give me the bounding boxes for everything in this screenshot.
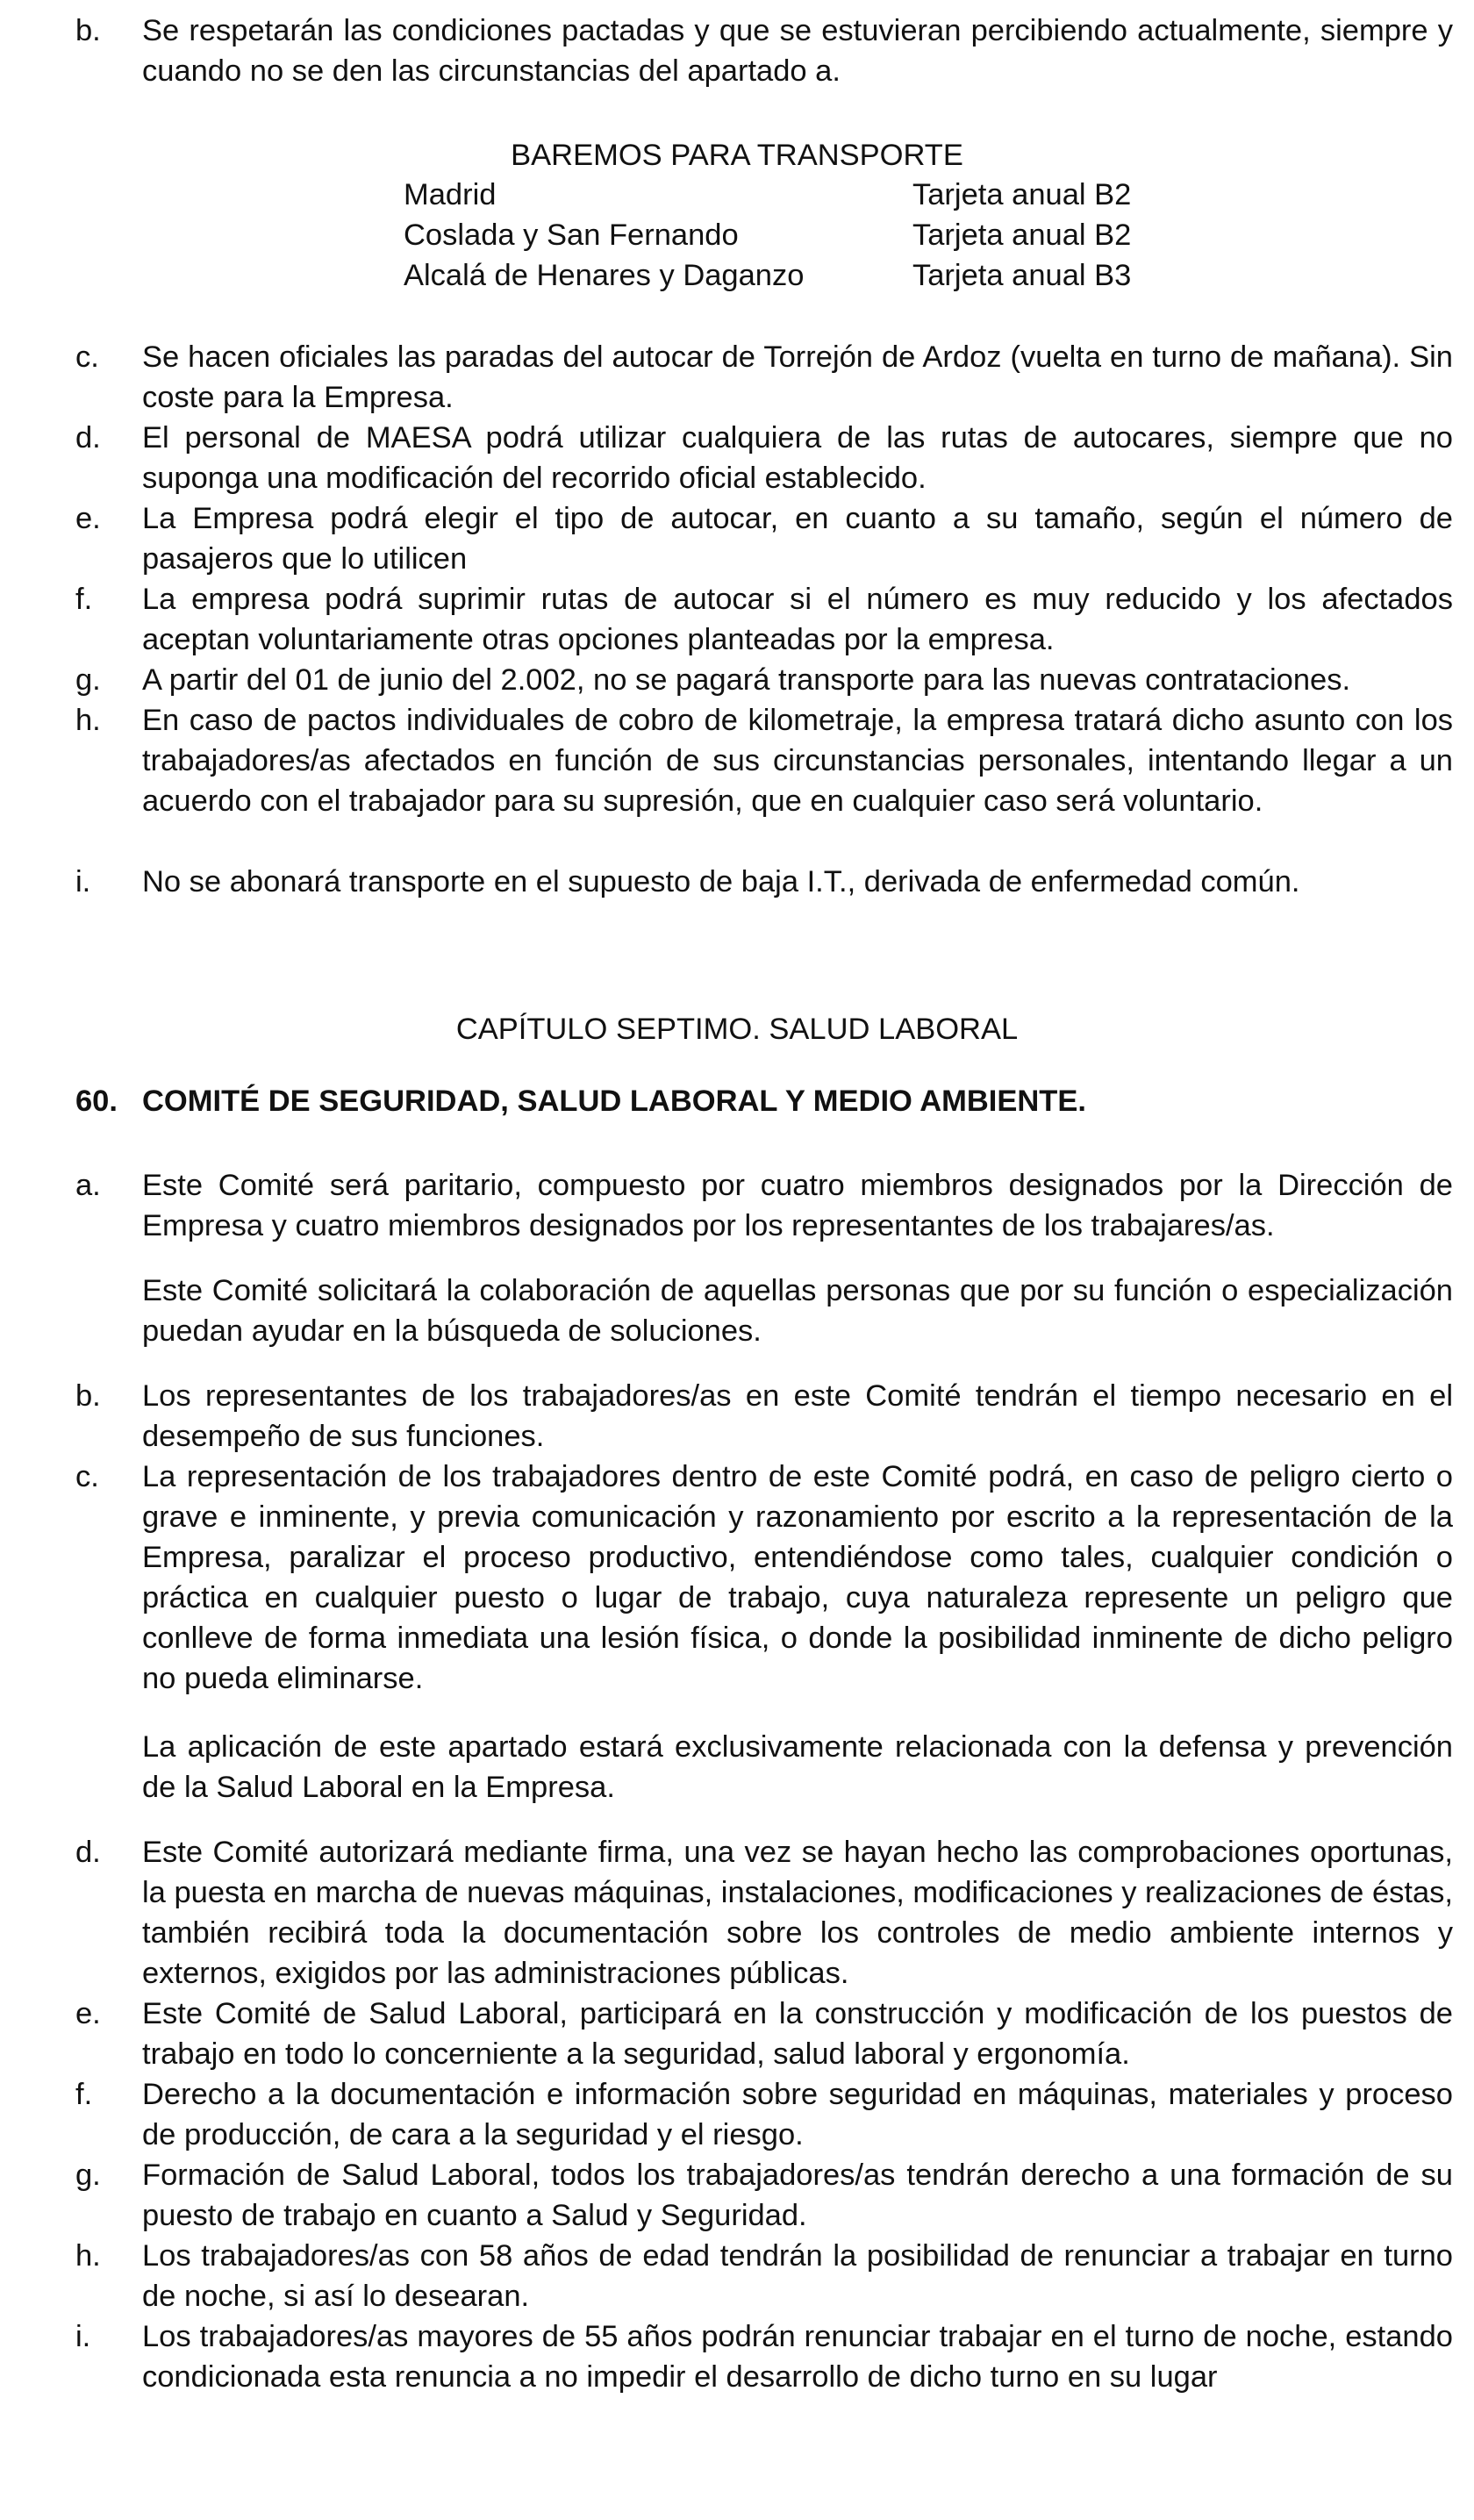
list-item	[75, 1165, 1453, 1246]
baremos-row	[404, 175, 1193, 215]
list-item-label: i.	[75, 2320, 91, 2353]
list-item-label: c.	[75, 1460, 99, 1493]
list-item	[75, 498, 1453, 579]
list-item-label: e.	[75, 1997, 101, 2030]
paragraph: Este Comité solicitará la colaboración de aquellas personas que por su función o especialización puedan ayudar en la búsqueda de soluciones.	[142, 1274, 1453, 1348]
baremos-title: BAREMOS PARA TRANSPORTE	[511, 139, 963, 172]
list-item-text: A partir del 01 de junio del 2.002, no se pagará transporte para las nuevas contrataciones.	[142, 663, 1351, 697]
baremos-row	[404, 215, 1193, 255]
section-heading	[75, 1081, 1453, 1121]
list-item-label: g.	[75, 2158, 101, 2192]
list-item-label: d.	[75, 1836, 101, 1869]
list-item	[75, 2316, 1453, 2397]
list-item	[75, 660, 1453, 700]
list-item-text: Los representantes de los trabajadores/as en este Comité tendrán el tiempo necesario en el desempeño de sus funciones.	[142, 1379, 1453, 1453]
list-item-text: Se hacen oficiales las paradas del autocar de Torrejón de Ardoz (vuelta en turno de mañana). Sin coste para la Empresa.	[142, 340, 1453, 414]
baremos-card: Tarjeta anual B2	[912, 218, 1132, 252]
list-item	[75, 1376, 1453, 1457]
list-item	[75, 2236, 1453, 2316]
list-item	[75, 1832, 1453, 1994]
list-item-label: b.	[75, 1379, 101, 1413]
list-item-text: En caso de pactos individuales de cobro de kilometraje, la empresa tratará dicho asunto con los trabajadores/as afectados en función de sus circunstancias personales, intentando llegar a un acuerdo con el trabajador para su supresión, que en cualquier caso será voluntario.	[142, 704, 1453, 818]
paragraph: La aplicación de este apartado estará exclusivamente relacionada con la defensa y prevención de la Salud Laboral en la Empresa.	[142, 1730, 1453, 1804]
list-item	[75, 579, 1453, 660]
chapter-title: CAPÍTULO SEPTIMO. SALUD LABORAL	[455, 1013, 1019, 1046]
list-item	[75, 1457, 1453, 1699]
list-item-text: Formación de Salud Laboral, todos los trabajadores/as tendrán derecho a una formación de su puesto de trabajo en cuanto a Salud y Seguridad.	[142, 2158, 1453, 2232]
list-item-label: e.	[75, 502, 101, 535]
list-item-text: La representación de los trabajadores dentro de este Comité podrá, en caso de peligro cierto o grave e inminente, y previa comunicación y razonamiento por escrito a la representación de la Empresa, paralizar el proceso productivo, entendiéndose como tales, cualquier condición o práctica en cualquier puesto o lugar de trabajo, cuya naturaleza represente un peligro que conlleve de forma inmediata una lesión física, o donde la posibilidad inminente de dicho peligro no pueda eliminarse.	[142, 1460, 1453, 1695]
list-item	[75, 2074, 1453, 2155]
section-number: 60.	[75, 1085, 118, 1118]
list-item-label: d.	[75, 421, 101, 455]
list-item-label: c.	[75, 340, 99, 374]
list-item-label: f.	[75, 2078, 93, 2111]
list-item-text: No se abonará transporte en el supuesto de baja I.T., derivada de enfermedad común.	[142, 865, 1300, 898]
baremos-card: Tarjeta anual B3	[912, 259, 1132, 292]
list-item	[75, 418, 1453, 498]
list-item	[75, 337, 1453, 418]
list-item-text: Los trabajadores/as mayores de 55 años podrán renunciar trabajar en el turno de noche, estando condicionada esta renuncia a no impedir el desarrollo de dicho turno en su lugar	[142, 2320, 1453, 2394]
section-title: COMITÉ DE SEGURIDAD, SALUD LABORAL Y MEDIO AMBIENTE.	[142, 1085, 1086, 1118]
baremos-city: Coslada y San Fernando	[404, 218, 739, 252]
list-item	[75, 862, 1453, 902]
list-item-text: Este Comité será paritario, compuesto por cuatro miembros designados por la Dirección de Empresa y cuatro miembros designados por los representantes de los trabajares/as.	[142, 1169, 1453, 1242]
list-item-text: La Empresa podrá elegir el tipo de autocar, en cuanto a su tamaño, según el número de pasajeros que lo utilicen	[142, 502, 1453, 576]
list-item-label: h.	[75, 2239, 101, 2273]
list-item-label: b.	[75, 14, 101, 47]
baremos-row	[404, 255, 1193, 296]
list-item-label: h.	[75, 704, 101, 737]
list-item-text: Este Comité autorizará mediante firma, una vez se hayan hecho las comprobaciones oportunas, la puesta en marcha de nuevas máquinas, instalaciones, modificaciones y realizaciones de éstas, también recibirá toda la documentación sobre los controles de medio ambiente internos y externos, exigidos por las administraciones públicas.	[142, 1836, 1453, 1990]
list-item	[75, 11, 1453, 91]
list-item-text: Derecho a la documentación e información sobre seguridad en máquinas, materiales y proceso de producción, de cara a la seguridad y el riesgo.	[142, 2078, 1453, 2151]
list-item-label: a.	[75, 1169, 101, 1202]
baremos-city: Madrid	[404, 178, 497, 211]
list-item-text: Este Comité de Salud Laboral, participará en la construcción y modificación de los puestos de trabajo en todo lo concerniente a la seguridad, salud laboral y ergonomía.	[142, 1997, 1453, 2071]
list-item-text: Los trabajadores/as con 58 años de edad tendrán la posibilidad de renunciar a trabajar en turno de noche, si así lo desearan.	[142, 2239, 1453, 2313]
list-item	[75, 1994, 1453, 2074]
list-item-label: g.	[75, 663, 101, 697]
baremos-city: Alcalá de Henares y Daganzo	[404, 259, 805, 292]
list-item	[75, 2155, 1453, 2236]
list-item-text: Se respetarán las condiciones pactadas y que se estuvieran percibiendo actualmente, siempre y cuando no se den las circunstancias del apartado a.	[142, 14, 1453, 88]
list-item-text: La empresa podrá suprimir rutas de autocar si el número es muy reducido y los afectados aceptan voluntariamente otras opciones planteadas por la empresa.	[142, 583, 1453, 656]
list-item-label: i.	[75, 865, 91, 898]
baremos-card: Tarjeta anual B2	[912, 178, 1132, 211]
list-item-text: El personal de MAESA podrá utilizar cualquiera de las rutas de autocares, siempre que no suponga una modificación del recorrido oficial establecido.	[142, 421, 1453, 495]
list-item	[75, 700, 1453, 821]
list-item-label: f.	[75, 583, 93, 616]
